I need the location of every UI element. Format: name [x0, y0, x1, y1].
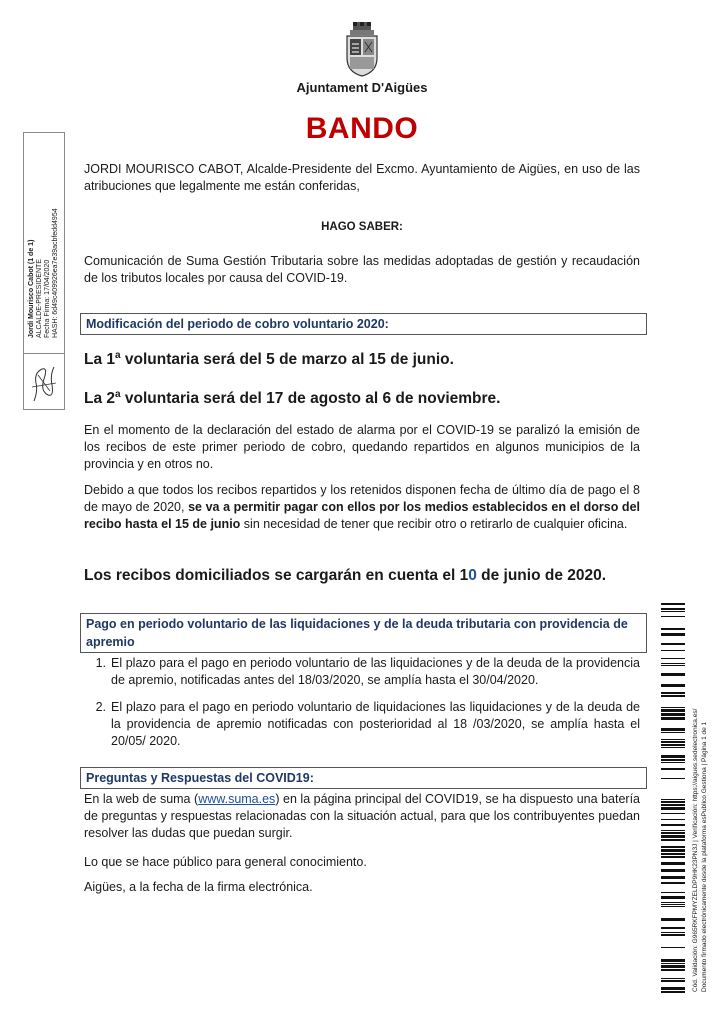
- faq-text-b: ) en la página principal del COVID19, se ha dispuesto una batería de preguntas y respuestas relacionadas con la situación actual, para que los contribuyentes puedan resolver las dudas que puedan surgir.: [84, 792, 640, 840]
- first-voluntary-period: [84, 350, 684, 369]
- list-item-text: El plazo para el pago en periodo voluntario de liquidaciones las liquidaciones y de la deuda de la providencia de apremio notificadas con posterioridad al 18 /03/2020, se amplía hasta el 20/05/ 2020.: [111, 700, 640, 748]
- intro-paragraph: JORDI MOURISCO CABOT, Alcalde-Presidente del Excmo. Ayuntamiento de Aigües, en uso de las atribuciones que legalmente me están conferidas,: [84, 162, 640, 193]
- second-period-text-a: La 2: [84, 390, 116, 408]
- first-period-text-a: La 1: [84, 351, 116, 369]
- municipality-name: Ajuntament D'Aigües: [296, 80, 428, 95]
- domiciled-receipts-notice: [84, 567, 684, 585]
- signature-stamp: [23, 132, 65, 410]
- signature-divider: [24, 353, 64, 354]
- list-item-number: 2.: [95, 700, 106, 714]
- list-item-text: El plazo para el pago en periodo voluntario de las liquidaciones y de la deuda de la providencia de apremio, notificadas antes del 18/03/2020, se amplía hasta el 30/04/2020.: [111, 656, 640, 687]
- second-period-text-b: voluntaria será del 17 de agosto al 6 de noviembre.: [120, 390, 501, 408]
- signature-signer: Jordi Mourisco Cabot (1 de 1): [28, 239, 35, 338]
- second-voluntary-period: [84, 389, 684, 408]
- hago-saber-heading: HAGO SABER:: [321, 221, 403, 233]
- first-period-text-b: voluntaria será del 5 de marzo al 15 de junio.: [120, 351, 454, 369]
- alarm-state-paragraph: En el momento de la declaración del estado de alarma por el COVID-19 se paralizó la emisión de los recibos de este primer periodo de cobro, quedando repartidos en algunos municipios de la provincia y en otros no.: [84, 423, 640, 471]
- faq-paragraph: [84, 791, 640, 842]
- validation-code: Cód. Validación: G965RKFPMYZELDP9HK23PN3J | Verificación: https://aigues.sedelectronica.es/: [692, 708, 699, 992]
- signature-hash: HASH: 6d49c409926ea7e39acbfedd4954: [52, 208, 59, 338]
- coat-of-arms-icon: [341, 20, 383, 78]
- domiciled-text-a: Los recibos domiciliados se cargarán en cuenta el 1: [84, 567, 469, 584]
- deadline-text-c: sin necesidad de tener que recibir otro o retirarlo de cualquier oficina.: [240, 517, 628, 531]
- handwritten-signature-icon: [28, 361, 60, 405]
- section-header-liquidaciones: Pago en periodo voluntario de las liquidaciones y de la deuda tributaria con providencia de apremio: [80, 613, 647, 653]
- closing-date-line: Aigües, a la fecha de la firma electrónica.: [84, 880, 313, 894]
- first-period-sup: a: [115, 350, 121, 361]
- domiciled-text-highlight: 0: [468, 567, 477, 584]
- faq-text-a: En la web de suma (: [84, 792, 199, 806]
- domiciled-text-c: de junio de 2020.: [476, 567, 607, 584]
- signature-date: Fecha Firma: 17/04/2020: [44, 259, 51, 338]
- closing-public-notice: Lo que se hace público para general conocimiento.: [84, 855, 367, 869]
- section-header-preguntas: Preguntas y Respuestas del COVID19:: [80, 767, 647, 789]
- second-period-sup: a: [115, 389, 121, 400]
- deadline-text-a: Debido a que todos los recibos repartidos y los retenidos disponen fecha de último día de pago el 8 de mayo de 2020,: [84, 483, 640, 514]
- list-item: [84, 655, 640, 689]
- payment-deadline-paragraph: [84, 482, 640, 533]
- communication-paragraph: Comunicación de Suma Gestión Tributaria sobre las medidas adoptadas de gestión y recaudación de los tributos locales por causa del COVID-19.: [84, 254, 640, 285]
- section-header-cobro-voluntario: Modificación del periodo de cobro voluntario 2020:: [80, 313, 647, 335]
- validation-platform: Documento firmado electrónicamente desde la plataforma esPublico Gestiona | Página 1 de 1: [701, 721, 708, 992]
- suma-website-link[interactable]: www.suma.es: [198, 792, 276, 806]
- document-title: BANDO: [305, 112, 419, 145]
- signature-role: ALCALDE-PRESIDENTE: [36, 259, 43, 338]
- list-item: [84, 699, 640, 750]
- validation-barcode-icon: [661, 603, 685, 993]
- deadline-text-bold: se va a permitir pagar con ellos por los medios establecidos en el dorso del recibo hasta el 15 de junio: [84, 500, 640, 531]
- list-item-number: 1.: [95, 656, 106, 670]
